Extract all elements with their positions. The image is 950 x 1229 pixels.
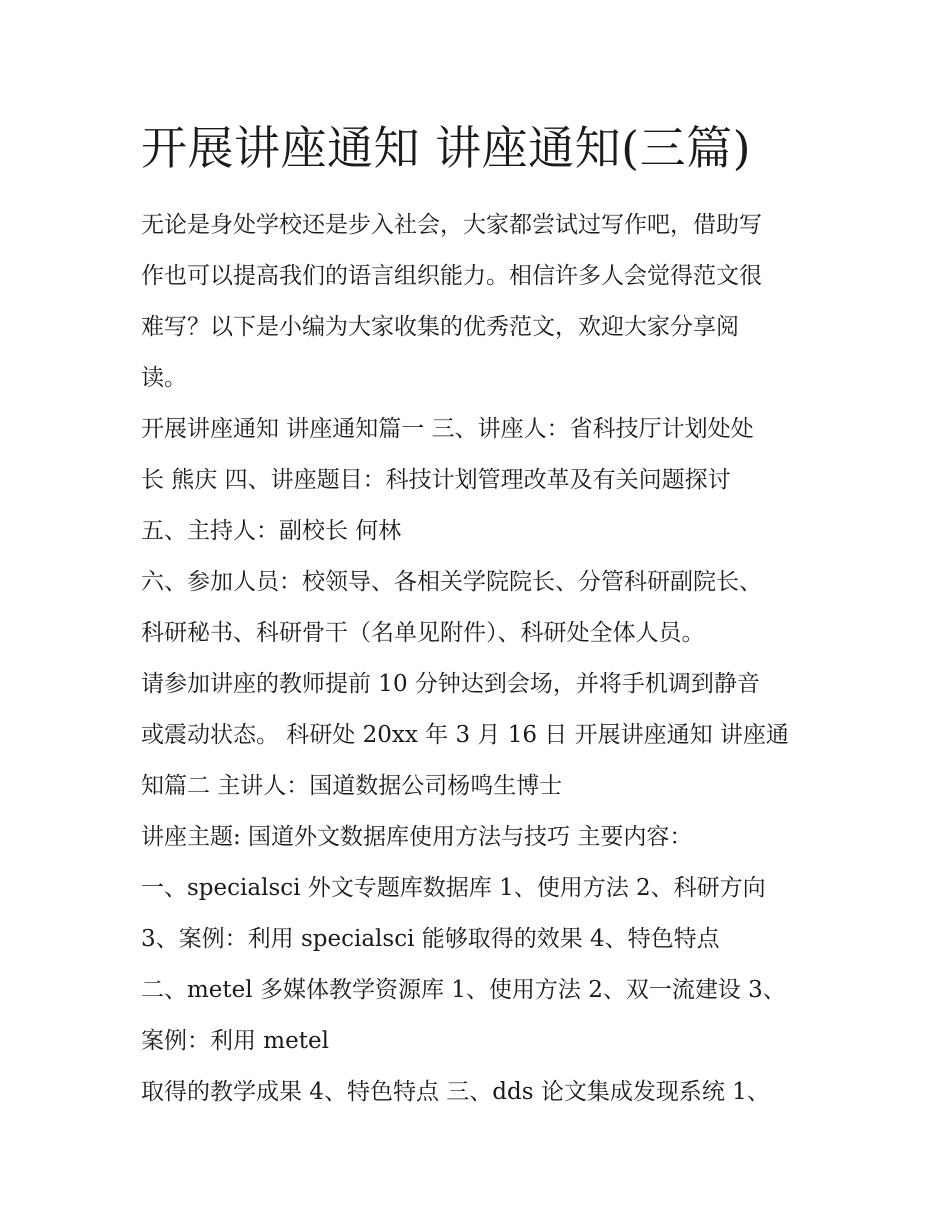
text-line: 请参加讲座的教师提前 10 分钟达到会场，并将手机调到静音 [141, 671, 760, 697]
text-line: 或震动状态。 科研处 20xx 年 3 月 16 日 开展讲座通知 讲座通 [141, 722, 789, 748]
document-body [141, 200, 821, 1118]
text-line: 3、案例：利用 specialsci 能够取得的效果 4、特色特点 [141, 926, 720, 952]
text-line: 知篇二 主讲人：国道数据公司杨鸣生博士 [141, 773, 563, 799]
text-line: 五、主持人：副校长 何林 [141, 518, 402, 544]
text-line: 读。 [141, 365, 187, 391]
text-line: 二、metel 多媒体教学资源库 1、使用方法 2、双一流建设 3、 [141, 977, 786, 1003]
text-line: 作也可以提高我们的语言组织能力。相信许多人会觉得范文很 [141, 263, 762, 289]
text-line: 一、specialsci 外文专题库数据库 1、使用方法 2、科研方向 [141, 875, 766, 901]
text-line: 六、参加人员：校领导、各相关学院院长、分管科研副院长、 [141, 569, 762, 595]
text-line: 开展讲座通知 讲座通知篇一 三、讲座人：省科技厅计划处处 [141, 416, 754, 442]
text-line: 长 熊庆 四、讲座题目：科技计划管理改革及有关问题探讨 [141, 467, 731, 493]
document-title: 开展讲座通知 讲座通知(三篇) [141, 121, 752, 175]
text-line: 取得的教学成果 4、特色特点 三、dds 论文集成发现系统 1、 [141, 1079, 770, 1105]
text-line: 难写？以下是小编为大家收集的优秀范文，欢迎大家分享阅 [141, 314, 739, 340]
text-line: 案例：利用 metel [141, 1028, 329, 1054]
text-line: 讲座主题: 国道外文数据库使用方法与技巧 主要内容： [141, 824, 693, 850]
document-page [141, 118, 821, 1118]
text-line: 无论是身处学校还是步入社会，大家都尝试过写作吧，借助写 [141, 212, 762, 238]
text-line: 科研秘书、科研骨干（名单见附件）、科研处全体人员。 [141, 620, 705, 646]
